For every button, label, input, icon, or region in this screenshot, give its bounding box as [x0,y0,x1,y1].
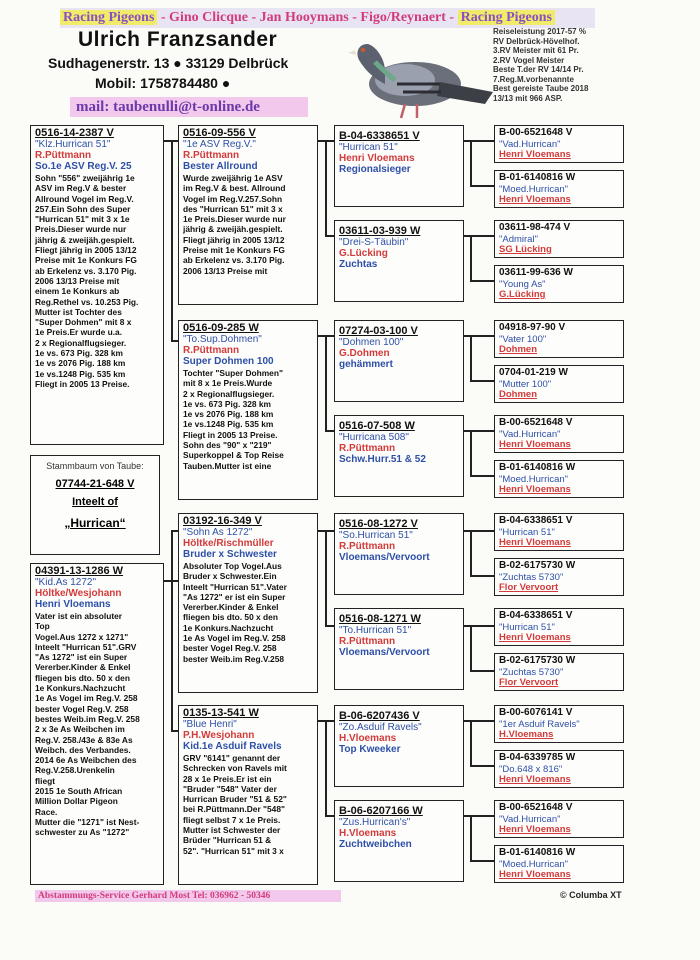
pedigree-gen4-box[interactable] [494,265,624,303]
info-line: 2.RV Vogel Meister [493,55,565,65]
gen4-breeder: SG Lücking [499,244,552,255]
gen3-name: "Hurrican 51" [339,142,398,153]
gen4-name: "Hurrican 51" [499,622,555,633]
pigeon-image [345,22,495,122]
text-line: 52". "Hurrican 51" mit 3 x [183,845,284,856]
text-line: Reg.V.258.Urenkelin [35,765,115,776]
text-line: Race. [35,806,58,817]
subject-ring: 0516-14-2387 V [35,127,114,139]
stammbaum-hurrican: „Hurrican“ [64,516,126,530]
gen4-breeder: Henri Vloemans [499,194,571,205]
text-line: einem 1e Konkurs ab [35,286,120,297]
gen4-breeder: Henri Vloemans [499,537,571,548]
pedigree-gen4-box[interactable] [494,705,624,743]
gen4-name: "Young As" [499,279,546,290]
gen3-ring: 0516-08-1271 W [339,613,421,625]
gen3-ach: Vloemans/Vervoort [339,647,430,658]
pedigree-dam-dam[interactable] [178,705,318,885]
gen4-name: "Vad.Hurrican" [499,139,561,150]
info-line: 7.Reg.M.vorbenannte [493,74,574,84]
gen3-ach: Top Kweeker [339,744,401,755]
gen4-name: "Zuchtas 5730" [499,572,564,583]
text-line: Bruder x Schwester.Ein [183,571,277,582]
text-line: schwester zu As "1272" [35,827,130,838]
stammbaum-box [30,455,160,555]
dam-text [31,610,163,839]
stammbaum-ring: 07744-21-648 V [55,478,135,490]
text-line: fliegen bis dto. 50 x den [183,612,278,623]
gen4-name: "Do.648 x 816" [499,764,563,775]
text-line: "As 1272" er ist ein Super [183,591,286,602]
dam-breeder: Höltke/Wesjohann [35,588,122,599]
gen3-ring: B-06-6207166 W [339,805,423,817]
gen3-ring: 0516-07-508 W [339,420,415,432]
gen3-name: "Dohmen 100" [339,337,404,348]
gen3-breeder: Henri Vloemans [339,153,415,164]
text-line: 1e Preis.Dieser wurde nur [183,214,286,225]
text-line: bester Weib.im Reg.V.258 [183,653,285,664]
pedigree-sire-sire[interactable] [178,125,318,305]
pedigree-gen3-box[interactable] [334,705,464,787]
dam-name: "Kid.As 1272" [35,577,97,588]
sd-name: "To.Sup.Dohmen" [183,334,262,345]
pedigree-gen3-box[interactable] [334,415,464,497]
dd-ring: 0135-13-541 W [183,707,259,719]
pedigree-gen4-box[interactable] [494,558,624,596]
gen3-ring: B-04-6338651 V [339,130,420,142]
text-line: Preise mit 1e Konkurs FG [183,245,285,256]
text-line: 2015 1e South African [35,786,123,797]
gen4-ring: B-01-6140816 W [499,462,576,473]
text-line: Tauben.Mutter ist eine [183,460,272,471]
info-line: Best gereiste Taube 2018 [493,84,589,93]
gen4-name: "Zuchtas 5730" [499,667,564,678]
dd-breeder: P.H.Wesjohann [183,730,255,741]
text-line: Preis.Dieser wurde nur [35,224,127,235]
text-line: "Super Dohmen" mit 8 x [35,317,132,328]
ds-ring: 03192-16-349 V [183,515,262,527]
owner-mobile: Mobil: 1758784480 ● [95,75,231,91]
gen4-ring: 03611-98-474 V [499,222,571,233]
sd-breeder: R.Püttmann [183,345,240,356]
ds-name: "Sohn As 1272" [183,527,253,538]
gen4-name: "Moed.Hurrican" [499,859,569,870]
ds-text [179,560,317,665]
text-line: Top [35,621,50,632]
text-line: Mutter ist Schwester der [183,825,281,836]
gen4-ring: B-01-6140816 W [499,172,576,183]
owner-address: Sudhagenerstr. 13 ● 33129 Delbrück [48,55,289,71]
pedigree-gen3-box[interactable] [334,320,464,402]
text-line: 2014 6e As Weibchen des [35,755,137,766]
pedigree-gen3-box[interactable] [334,608,464,690]
gen4-ring: B-00-6521648 V [499,417,573,428]
gen3-name: "Zo.Asduif Ravels" [339,722,422,733]
text-line: jährig & zweijäh.gespielt. [35,234,135,245]
gen3-ring: 07274-03-100 V [339,325,418,337]
ss-achievement: Bester Allround [183,161,258,172]
text-line: Inteelt "Hurrican 51".GRV [35,641,137,652]
gen3-ach: gehämmert [339,359,393,370]
gen4-breeder: Henri Vloemans [499,824,571,835]
gen3-ring: 03611-03-939 W [339,225,421,237]
text-line: Vogel.Aus 1272 x 1271" [35,631,129,642]
pedigree-gen3-box[interactable] [334,513,464,595]
banner-left: Racing Pigeons [60,10,157,25]
text-line: 1e As Vogel im Reg.V. 258 [35,693,138,704]
text-line: 2006 13/13 Preise mit [35,275,120,286]
owner-name: Ulrich Franzsander [78,28,278,51]
text-line: Vererber.Kinder & Enkel [35,662,131,673]
gen4-breeder: Henri Vloemans [499,774,571,785]
gen4-name: "Moed.Hurrican" [499,184,569,195]
gen3-breeder: H.Vloemans [339,828,397,839]
text-line: Fliegt in 2005 13 Preise. [183,429,278,440]
text-line: bester Vogel Reg.V. 258 [35,703,129,714]
text-line: ab Erkelenz vs. 3.170 Pig. [183,255,285,266]
gen4-breeder: H.Vloemans [499,729,554,740]
banner-right: Racing Pigeons [458,10,555,25]
text-line: 1e Konkurs.Nachzucht [35,683,126,694]
sd-ring: 0516-09-285 W [183,322,259,334]
text-line: Fliegt in 2005 13 Preise. [35,378,130,389]
gen3-ach: Zuchtas [339,259,378,270]
gen4-name: "Vad.Hurrican" [499,429,561,440]
header-banner [60,8,595,28]
text-line: Inteelt "Hurrican 51".Vater [183,581,287,592]
text-line: Wurde zweijährig 1e ASV [183,173,283,183]
pedigree-gen4-box[interactable] [494,460,624,498]
text-line: Hurrican Bruder "51 & 52" [183,794,287,805]
ss-name: "1e ASV Reg.V." [183,139,256,150]
text-line: Weibch. des Verbandes. [35,744,131,755]
text-line: 257.Ein Sohn des Super [35,203,131,214]
text-line: 1e vs 2076 Pig. 188 km [35,358,126,369]
text-line: Fliegt jährig in 2005 13/12 [183,234,285,245]
text-line: des "Hurrican 51" mit 3 x [183,203,283,214]
banner-mid: - Gino Clicque - Jan Hooymans - Figo/Reynaert - [157,10,458,25]
pedigree-dam-sire[interactable] [178,513,318,693]
gen4-breeder: Henri Vloemans [499,632,571,643]
subject-breeder: R.Püttmann [35,150,92,161]
ss-text [179,172,317,277]
performance-info [493,27,613,103]
text-line: Brüder "Hurrican 51 & [183,835,272,846]
subject-name: "Klz.Hurrican 51" [35,139,111,150]
text-line: Vererber.Kinder & Enkel [183,602,279,613]
gen4-ring: B-00-6521648 V [499,802,573,813]
gen3-ach: Zuchtweibchen [339,839,412,850]
text-line: 2 x Regionalflugsieger. [35,337,127,348]
text-line: Reg.V. 258./43e & 83e As [35,734,133,745]
subject-achievement: So.1e ASV Reg.V. 25 [35,161,132,172]
text-line: "As 1272" ist ein Super [35,652,128,663]
footer-copyright: © Columba XT [560,890,622,900]
gen3-ach: Schw.Hurr.51 & 52 [339,454,426,465]
text-line: 1e Konkurs.Nachzucht [183,622,274,633]
gen4-ring: B-04-6339785 W [499,752,576,763]
gen3-ring: 0516-08-1272 V [339,518,418,530]
gen4-name: "Vater 100" [499,334,547,345]
text-line: "Hurrican 51" mit 3 x 1e [35,214,130,225]
ds-achievement: Bruder x Schwester [183,549,277,560]
dam-achievement: Henri Vloemans [35,599,111,610]
gen4-breeder: Henri Vloemans [499,484,571,495]
pedigree-dam[interactable] [30,563,164,885]
pedigree-gen4-box[interactable] [494,845,624,883]
text-line: jährig & zweijäh.gespielt. [183,224,283,235]
text-line: mit 8 x 1e Preis.Wurde [183,378,273,389]
pedigree-gen4-box[interactable] [494,220,624,258]
text-line: bestes Weib.im Reg.V. 258 [35,713,140,724]
gen3-ach: Regionalsieger [339,164,411,175]
pedigree-gen4-box[interactable] [494,365,624,403]
pedigree-gen4-box[interactable] [494,750,624,788]
gen3-breeder: G.Dohmen [339,348,390,359]
sd-text [179,367,317,472]
text-line: im Reg.V & best. Allround [183,183,286,194]
text-line: "Bruder "548" Vater der [183,783,277,794]
text-line: Preise mit 1e Konkurs FG [35,255,137,266]
gen4-breeder: Henri Vloemans [499,439,571,450]
text-line: 1e vs.1248 Pig. 535 km [35,368,126,379]
gen4-breeder: Dohmen [499,344,537,355]
text-line: bester Vogel Reg.V. 258 [183,643,277,654]
text-line: 1e As Vogel im Reg.V. 258 [183,633,286,644]
text-line: Superkoppel & Top Reise [183,450,284,461]
gen4-breeder: Flor Vervoort [499,677,559,688]
gen4-ring: 04918-97-90 V [499,322,566,333]
text-line: 1e vs.1248 Pig. 535 km [183,419,274,430]
pedigree-gen3-box[interactable] [334,800,464,882]
pedigree-gen4-box[interactable] [494,125,624,163]
info-line: 3.RV Meister mit 61 Pr. [493,46,579,55]
stammbaum-label: Stammbaum von Taube: [46,461,144,471]
gen3-breeder: H.Vloemans [339,733,397,744]
gen3-name: "So.Hurrican 51" [339,530,413,541]
pedigree-gen3-box[interactable] [334,125,464,207]
gen4-ring: B-04-6338651 V [499,515,573,526]
dam-ring: 04391-13-1286 W [35,565,124,577]
text-line: fliegen bis dto. 50 x den [35,672,130,683]
text-line: 2 x Regionalflugsieger. [183,388,275,399]
pedigree-gen4-box[interactable] [494,415,624,453]
text-line: Absoluter Top Vogel.Aus [183,561,282,571]
gen4-breeder: G.Lücking [499,289,546,300]
info-line: RV Delbrück-Hövelhof. [493,36,580,46]
gen3-name: "Drei-S-Täubin" [339,237,409,248]
text-line: bei R.Püttmann.Der "548" [183,804,285,815]
stammbaum-inzucht: Inteelt of [72,496,118,508]
gen4-ring: B-00-6521648 V [499,127,573,138]
text-line: Sohn "556" zweijährig 1e [35,173,135,183]
pedigree-gen4-box[interactable] [494,800,624,838]
text-line: Schrecken von Ravels mit [183,763,287,774]
text-line: ASV im Reg.V & bester [35,183,127,194]
gen4-ring: B-02-6175730 W [499,560,576,571]
gen4-name: "Vad.Hurrican" [499,814,561,825]
text-line: Mutter ist Tochter des [35,306,122,317]
text-line: 28 x 1e Preis.Er ist ein [183,773,272,784]
text-line: Fliegt jährig in 2005 13/12 [35,245,137,256]
gen3-name: "Zus.Hurrican's" [339,817,411,828]
pedigree-gen3-box[interactable] [334,220,464,302]
pedigree-gen4-box[interactable] [494,320,624,358]
text-line: fliegt selbst 7 x 1e Preis. [183,814,281,825]
gen4-ring: B-04-6338651 V [499,610,573,621]
pedigree-gen4-box[interactable] [494,653,624,691]
text-line: Million Dollar Pigeon [35,796,118,807]
text-line: Tochter "Super Dohmen" [183,368,283,378]
info-line: Reiseleistung 2017-57 % [493,27,586,36]
text-line: Sohn des "90" x "219" [183,440,272,451]
text-line: Mutter die "1271" ist Nest- [35,816,140,827]
owner-mail: mail: taubenulli@t-online.de [70,97,308,117]
ss-ring: 0516-09-556 V [183,127,256,139]
gen4-ring: B-00-6076141 V [499,707,573,718]
pedigree-sire-dam[interactable] [178,320,318,500]
gen3-ring: B-06-6207436 V [339,710,420,722]
gen4-breeder: Henri Vloemans [499,869,571,880]
gen3-breeder: G.Lücking [339,248,388,259]
dd-name: "Blue Henri" [183,719,237,730]
gen4-name: "1er Asduif Ravels" [499,719,580,730]
gen4-breeder: Flor Vervoort [499,582,559,593]
gen4-name: "Mutter 100" [499,379,552,390]
gen3-ach: Vloemans/Vervoort [339,552,430,563]
text-line: Vogel im Reg.V.257.Sohn [183,193,283,204]
pedigree-gen4-box[interactable] [494,608,624,646]
gen4-name: "Hurrican 51" [499,527,555,538]
text-line: ab Erkelenz vs. 3.170 Pig. [35,265,137,276]
gen3-breeder: R.Püttmann [339,636,396,647]
gen3-breeder: R.Püttmann [339,443,396,454]
dd-text [179,752,317,857]
subject-text [31,172,163,390]
pedigree-gen4-box[interactable] [494,170,624,208]
gen4-ring: 03611-99-636 W [499,267,573,278]
text-line: Allround Vogel im Reg.V. [35,193,134,204]
gen3-name: "To.Hurrican 51" [339,625,412,636]
text-line: 2006 13/13 Preise mit [183,265,268,276]
pedigree-subject[interactable] [30,125,164,445]
gen4-breeder: Dohmen [499,389,537,400]
text-line: 1e vs 2076 Pig. 188 km [183,409,274,420]
gen4-name: "Moed.Hurrican" [499,474,569,485]
sd-achievement: Super Dohmen 100 [183,356,274,367]
text-line: 1e vs. 673 Pig. 328 km [35,348,123,359]
text-line: GRV "6141" genannt der [183,753,281,763]
text-line: Vater ist ein absoluter [35,611,123,621]
pedigree-gen4-box[interactable] [494,513,624,551]
text-line: 2 x 3e As Weibchen im [35,724,125,735]
gen4-breeder: Henri Vloemans [499,149,571,160]
footer-service: Abstammungs-Service Gerhard Most Tel: 036962 - 50346 [35,890,341,902]
gen4-name: "Admiral" [499,234,538,245]
text-line: fliegt [35,775,56,786]
gen3-name: "Hurricana 508" [339,432,409,443]
gen4-ring: 0704-01-219 W [499,367,568,378]
gen4-ring: B-02-6175730 W [499,655,576,666]
info-line: 13/13 mit 966 ASP. [493,93,563,103]
text-line: 1e Preis.Er wurde u.a. [35,327,123,338]
dd-achievement: Kid.1e Asduif Ravels [183,741,282,752]
text-line: 1e vs. 673 Pig. 328 km [183,398,271,409]
gen3-breeder: R.Püttmann [339,541,396,552]
ss-breeder: R.Püttmann [183,150,240,161]
gen4-ring: B-01-6140816 W [499,847,576,858]
info-line: Beste T.der RV 14/14 Pr. [493,65,584,74]
text-line: Reg.Rethel vs. 10.253 Pig. [35,296,139,307]
ds-breeder: Höltke/Rischmüller [183,538,274,549]
